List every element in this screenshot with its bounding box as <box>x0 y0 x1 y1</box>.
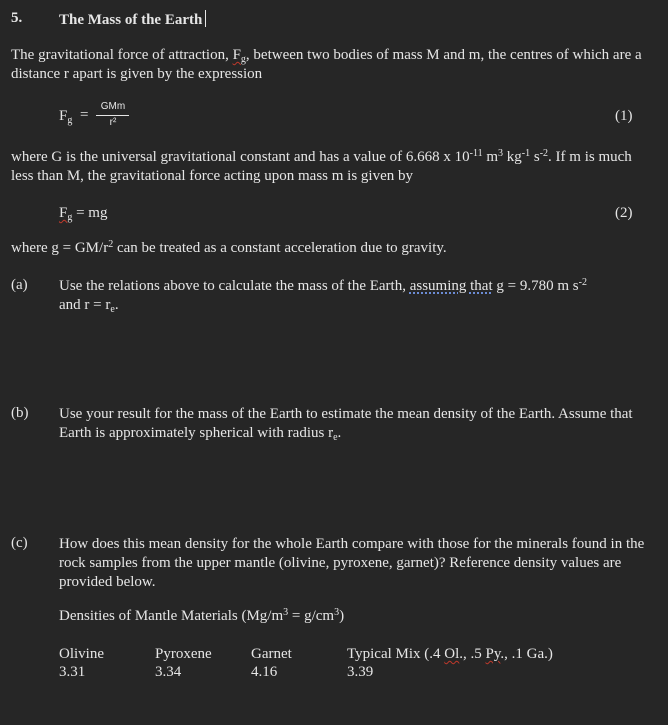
g-text-5: . If m is much less than M, the gravitational force acting upon mass m is given by <box>11 149 632 184</box>
part-b-text-2: . <box>337 425 342 441</box>
mix-prefix: Typical Mix (.4 <box>347 646 445 662</box>
part-a-text-2: g = 9.780 m s <box>492 278 579 294</box>
where-g-text-2: can be treated as a constant acceleration due to gravity. <box>113 240 447 256</box>
part-a-text-3: and r = r <box>59 297 111 313</box>
part-b-text <box>59 405 649 443</box>
part-c-label: (c) <box>11 535 28 551</box>
g-exp-2: 3 <box>498 148 504 159</box>
eq2-f: F <box>59 205 68 221</box>
eq1-sub: g <box>67 115 73 126</box>
table-title-exp-2: 3 <box>334 607 340 618</box>
eq1-equals: = <box>80 107 89 123</box>
part-a-text-4: . <box>114 297 119 313</box>
eq1-number: (1) <box>615 108 633 124</box>
eq1-fraction-bar <box>96 115 129 116</box>
part-b-sub: e <box>333 432 338 443</box>
part-a-text-1: Use the relations above to calculate the mass of the Earth, <box>59 278 410 294</box>
text-cursor <box>205 10 206 27</box>
density-name-olivine: Olivine <box>59 646 104 662</box>
intro-text-1: The gravitational force of attraction, <box>11 47 233 63</box>
where-g-exp: 2 <box>108 239 114 250</box>
density-value-garnet: 4.16 <box>251 664 278 680</box>
part-a-sub: e <box>110 304 115 315</box>
g-exp-3: -1 <box>521 148 531 159</box>
part-a-label: (a) <box>11 277 28 293</box>
intro-paragraph <box>11 46 651 84</box>
eq2-expression <box>59 205 107 222</box>
g-text-3: kg <box>503 149 522 165</box>
mix-mid-2: ., .1 Ga.) <box>500 646 553 662</box>
eq2-number: (2) <box>615 205 633 221</box>
eq2-fg <box>59 205 72 221</box>
g-text-4: s <box>530 149 540 165</box>
eq1-f: F <box>59 108 68 124</box>
density-name-typical-mix <box>347 646 553 663</box>
g-exp-1: -11 <box>469 148 483 159</box>
fg-letter: F <box>232 47 241 63</box>
mix-py: Py <box>485 646 501 662</box>
mix-mid-1: ., .5 <box>459 646 486 662</box>
part-b-label: (b) <box>11 405 29 421</box>
density-name-garnet: Garnet <box>251 646 292 662</box>
table-title-2: = g/cm <box>288 608 335 624</box>
g-text-2: m <box>482 149 499 165</box>
table-title-1: Densities of Mantle Materials (Mg/m <box>59 608 284 624</box>
g-paragraph <box>11 148 651 186</box>
fg-symbol <box>233 47 246 63</box>
part-a-exp: -2 <box>578 277 587 288</box>
part-a-text <box>59 277 649 315</box>
part-c-text: How does this mean density for the whole Earth compare with those for the minerals found in the rock samples from the upper mantle (olivine, pyroxene, garnet)? Reference density values are provided below. <box>59 536 645 590</box>
density-name-pyroxene: Pyroxene <box>155 646 212 662</box>
eq1-denominator: r² <box>109 117 117 128</box>
mix-ol: Ol <box>444 646 460 662</box>
intro-text-2: , between two bodies of mass M and m, the centres of which are a distance r apart is given by the expression <box>11 47 642 82</box>
table-title-3: ) <box>339 608 345 624</box>
question-title <box>59 10 206 29</box>
density-value-typical-mix: 3.39 <box>347 664 374 680</box>
density-value-olivine: 3.31 <box>59 664 86 680</box>
where-g-line <box>11 240 447 257</box>
eq2-rhs: = mg <box>72 205 108 221</box>
eq1-lhs <box>59 108 72 125</box>
fg-subscript: g <box>240 54 246 65</box>
g-text-1: where G is the universal gravitational constant and has a value of 6.668 x 10 <box>11 149 470 165</box>
density-value-pyroxene: 3.34 <box>155 664 182 680</box>
question-number: 5. <box>11 10 23 26</box>
part-a-assuming: assuming that <box>409 278 493 294</box>
eq2-sub: g <box>67 212 73 223</box>
where-g-text-1: where g = GM/r <box>11 240 109 256</box>
g-exp-4: -2 <box>539 148 549 159</box>
question-title-text: The Mass of the Earth <box>59 12 203 28</box>
eq1-numerator: GMm <box>100 101 126 112</box>
part-b-text-1: Use your result for the mass of the Earth to estimate the mean density of the Earth. Assume that Earth is approximately spherical with radius r <box>59 406 633 441</box>
table-title-exp-1: 3 <box>283 607 289 618</box>
density-table-title <box>59 608 344 625</box>
